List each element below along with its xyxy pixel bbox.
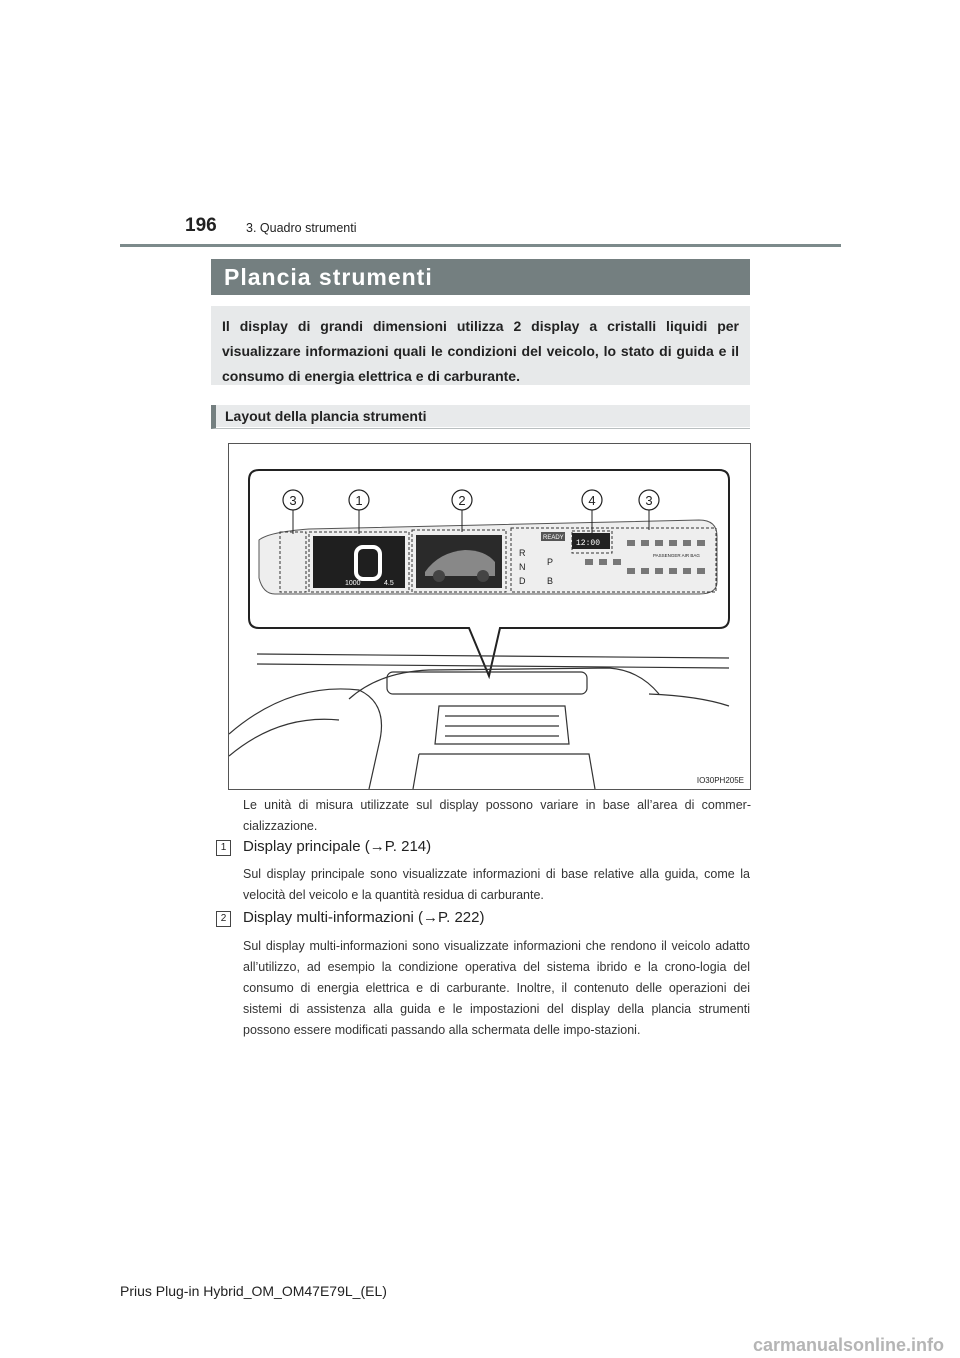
- gear-r: R: [519, 548, 526, 558]
- clock-readout: 12:00: [576, 539, 601, 548]
- section-label: 3. Quadro strumenti: [246, 221, 357, 235]
- subheading: Layout della plancia strumenti: [211, 405, 750, 429]
- header-rule: [120, 244, 841, 247]
- ready-indicator: READY: [543, 535, 564, 541]
- page-title: Plancia strumenti: [211, 259, 750, 295]
- callout-2: 2: [458, 493, 466, 508]
- footer-doc-id: Prius Plug-in Hybrid_OM_OM47E79L_(EL): [120, 1283, 387, 1299]
- gear-p: P: [547, 557, 554, 567]
- instrument-panel-illustration: [229, 444, 750, 789]
- instrument-panel-figure: [228, 443, 751, 790]
- item-heading-2[interactable]: Display multi-informazioni (→P. 222): [243, 909, 485, 926]
- item-heading-1[interactable]: Display principale (→P. 214): [243, 838, 432, 855]
- gear-b: B: [547, 576, 554, 586]
- passenger-airbag-label: PASSENGER AIR BAG: [653, 553, 700, 558]
- callout-4: 4: [588, 493, 596, 508]
- gear-d: D: [519, 576, 526, 586]
- units-note: Le unità di misura utilizzate sul display possono variare in base all’area di commer-cializzazione.: [243, 798, 751, 833]
- watermark: carmanualsonline.info: [752, 1335, 944, 1355]
- odometer-readout: 1000: [345, 580, 361, 587]
- item-badge-1: 1: [216, 840, 231, 856]
- intro-box: Il display di grandi dimensioni utilizza 2 display a cristalli liquidi per visualizzare informazioni quali le condizioni del veicolo, lo stato di guida e il consumo di energia elettrica e di carburante.: [211, 306, 750, 385]
- item-text-2: Sul display multi-informazioni sono visualizzate informazioni che rendono il veicolo adatto all’utilizzo, ad esempio la condizione operativa del sistema ibrido e la crono-logia del consumo di energia elettrica e di carburante. Inoltre, il contenuto delle operazioni dei sistemi di assistenza alla guida e le impostazioni del display della plancia strumenti possono essere modificati passando alla schermata delle impo-stazioni.: [243, 939, 750, 1037]
- page-number: 196: [185, 215, 217, 236]
- callout-3-right: 3: [645, 493, 653, 508]
- callout-1: 1: [355, 493, 363, 508]
- gear-n: N: [519, 562, 526, 572]
- item-badge-2: 2: [216, 911, 231, 927]
- callout-3-left: 3: [289, 493, 297, 508]
- figure-code: IO30PH205E: [696, 776, 744, 785]
- fuel-avg-readout: 4.5: [384, 580, 394, 587]
- item-text-1: Sul display principale sono visualizzate informazioni di base relative alla guida, come la velocità del veicolo e la quantità residua di carburante.: [243, 867, 750, 902]
